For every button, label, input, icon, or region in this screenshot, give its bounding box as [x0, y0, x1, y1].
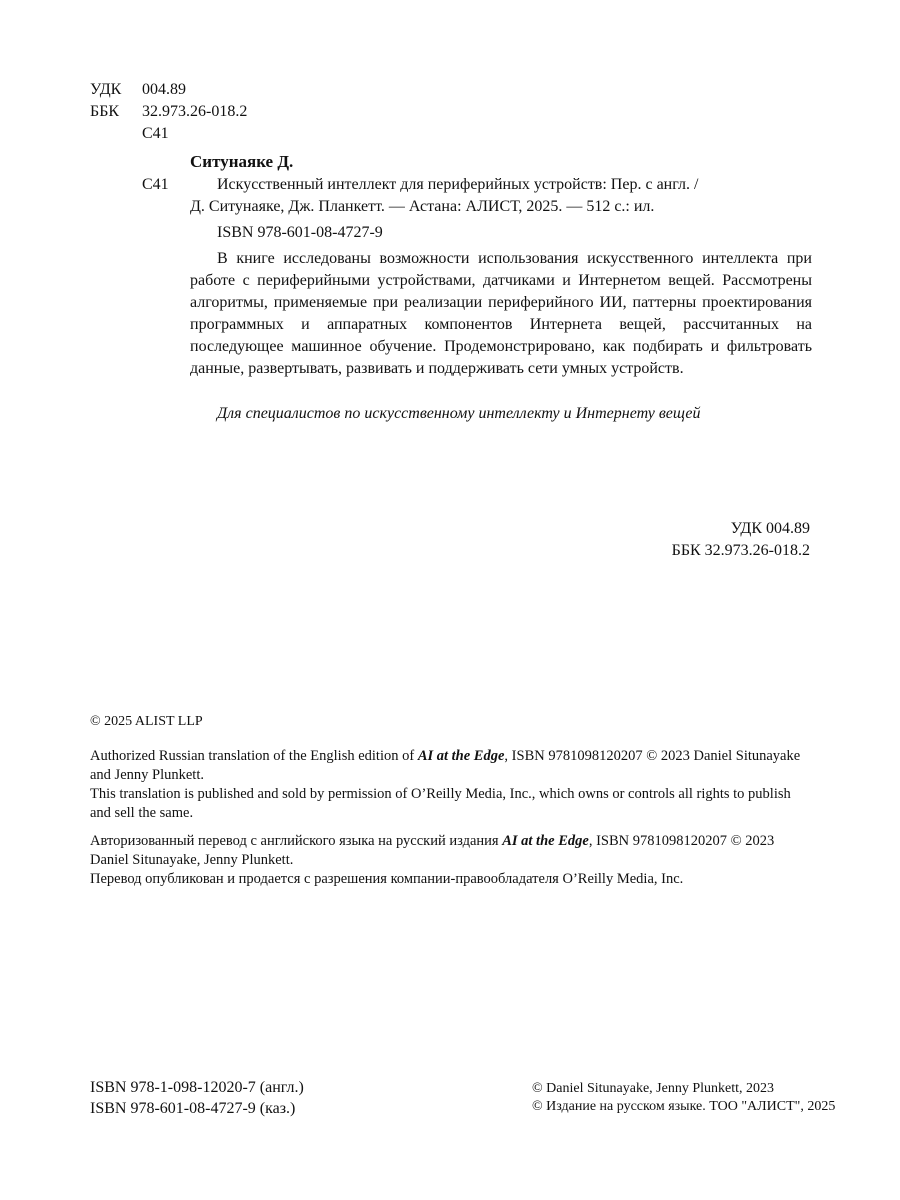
author-mark-top: С41 [142, 125, 169, 142]
udk-right: УДК 004.89 [730, 520, 810, 537]
copyright-russian-para2: Перевод опубликован и продается с разрешения компании-правообладателя O’Reilly Media, Inc. [90, 871, 684, 887]
bbk-right: ББК 32.973.26-018.2 [671, 542, 810, 559]
copyright-english [90, 747, 810, 823]
audience-note: Для специалистов по искусственному интеллекту и Интернету вещей [217, 405, 701, 422]
copyright-english-para2: This translation is published and sold by permission of O’Reilly Media, Inc., which owns or controls all rights to publish and sell the same. [90, 786, 791, 821]
copyright-russian-para1 [90, 832, 810, 870]
en-part2: , ISBN 9781098120207 © 2023 Daniel Situnayake and Jenny Plunkett. [90, 748, 801, 783]
udk-value: 004.89 [142, 81, 186, 98]
en-title: AI at the Edge [417, 748, 505, 764]
en-part1: Authorized Russian translation of the English edition of [90, 748, 418, 764]
abstract-text: В книге исследованы возможности использования искусственного интеллекта при работе с периферийными устройствами, датчиками и Интернетом вещей. Рассмотрены алгоритмы, применяемые при реализации периферийного ИИ, паттерны проектирования программных и аппаратных компонентов Интернета вещей, рассчитанных на последующее машинное обучение. Продемонстрировано, как подбирать и фильтровать данные, развертывать, развивать и поддерживать сети умных устройств. [190, 250, 812, 377]
bbk-label: ББК [90, 103, 120, 120]
ru-part1: Авторизованный перевод с английского языка на русский издания [90, 833, 503, 849]
isbn-russian: ISBN 978-601-08-4727-9 (каз.) [90, 1100, 296, 1117]
isbn-main: ISBN 978-601-08-4727-9 [217, 224, 383, 241]
copyright-authors: © Daniel Situnayake, Jenny Plunkett, 2023 [532, 1081, 774, 1096]
title-line-1: Искусственный интеллект для периферийных устройств: Пер. с англ. / [217, 176, 699, 193]
author-mark: С41 [142, 176, 169, 193]
ru-title: AI at the Edge [502, 833, 589, 849]
author-heading: Ситунаяке Д. [190, 152, 294, 171]
bbk-line [90, 101, 247, 123]
copyright-alist: © 2025 ALIST LLP [90, 714, 203, 729]
ru-part2: , ISBN 9781098120207 © 2023 Daniel Situnayake, Jenny Plunkett. [90, 833, 775, 868]
udk-line [90, 79, 186, 101]
abstract [190, 248, 812, 380]
copyright-edition: © Издание на русском языке. ТОО "АЛИСТ", 2025 [532, 1099, 836, 1114]
bbk-value: 32.973.26-018.2 [142, 103, 248, 120]
udk-label: УДК [90, 81, 122, 98]
copyright-english-para1 [90, 747, 810, 785]
copyright-russian [90, 832, 810, 889]
title-line-2: Д. Ситунаяке, Дж. Планкетт. — Астана: АЛИСТ, 2025. — 512 с.: ил. [190, 198, 655, 215]
isbn-english: ISBN 978-1-098-12020-7 (англ.) [90, 1079, 304, 1096]
